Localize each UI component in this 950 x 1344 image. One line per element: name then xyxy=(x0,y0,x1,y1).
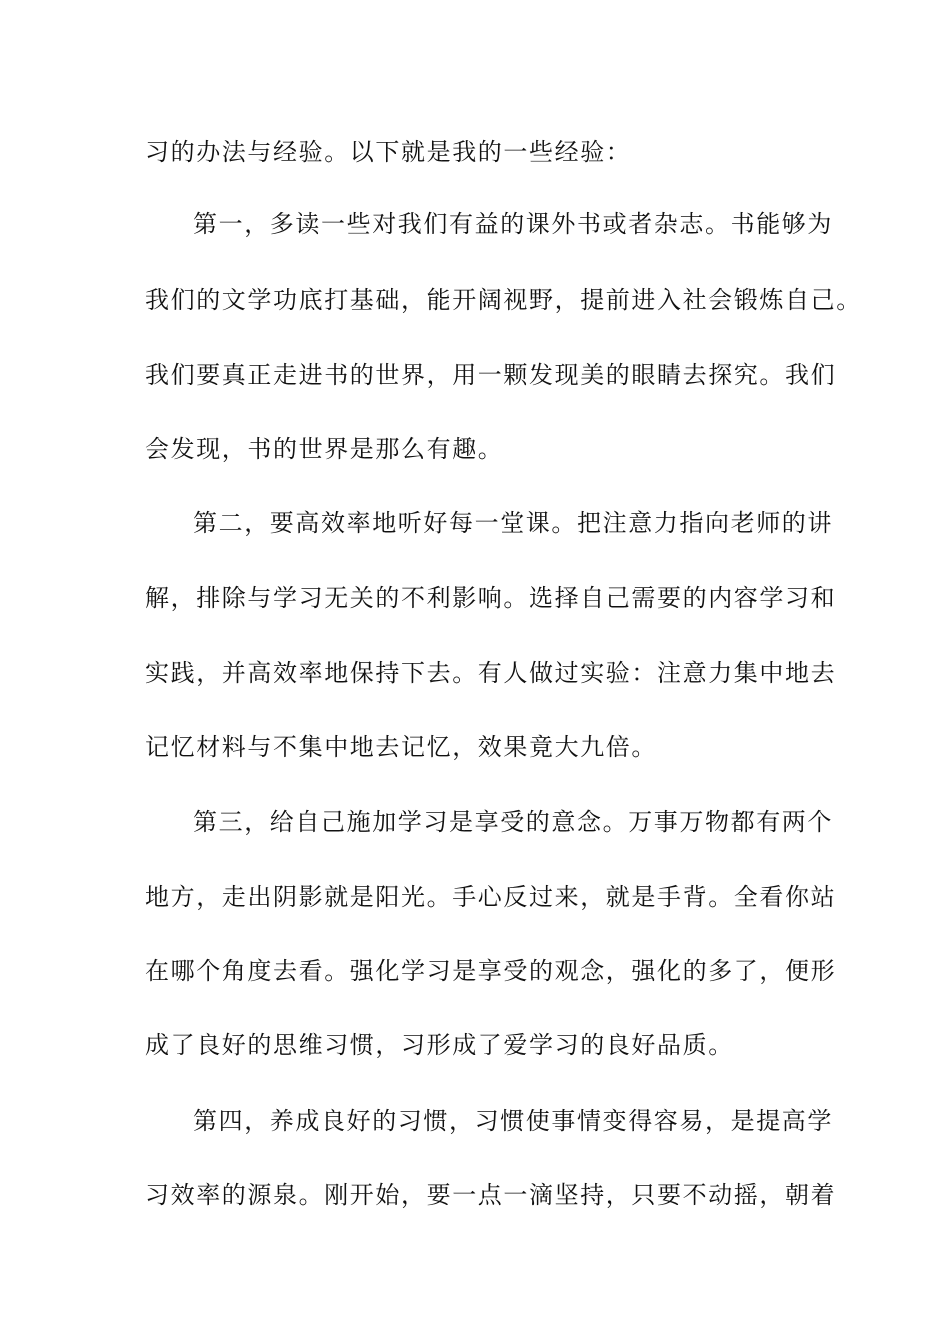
paragraph-1-line-1: 第一，多读一些对我们有益的课外书或者杂志。书能够为 xyxy=(193,210,833,238)
paragraph-1-line-4: 会发现，书的世界是那么有趣。 xyxy=(145,435,504,463)
paragraph-3-line-2: 地方，走出阴影就是阳光。手心反过来，就是手背。全看你站 xyxy=(145,883,837,911)
paragraph-2-line-4: 记忆材料与不集中地去记忆，效果竟大九倍。 xyxy=(145,733,657,761)
paragraph-2-line-2: 解，排除与学习无关的不利影响。选择自己需要的内容学习和 xyxy=(145,584,837,612)
text-line-1: 习的办法与经验。以下就是我的一些经验： xyxy=(145,138,632,166)
paragraph-2-line-1: 第二，要高效率地听好每一堂课。把注意力指向老师的讲 xyxy=(193,509,833,537)
paragraph-1-line-3: 我们要真正走进书的世界，用一颗发现美的眼睛去探究。我们 xyxy=(145,361,837,389)
paragraph-3-line-3: 在哪个角度去看。强化学习是享受的观念，强化的多了，便形 xyxy=(145,957,837,985)
paragraph-2-line-3: 实践，并高效率地保持下去。有人做过实验：注意力集中地去 xyxy=(145,659,837,687)
paragraph-1-line-2: 我们的文学功底打基础，能开阔视野，提前进入社会锻炼自己。 xyxy=(145,286,862,314)
paragraph-4-line-1: 第四，养成良好的习惯，习惯使事情变得容易，是提高学 xyxy=(193,1107,833,1135)
paragraph-4-line-2: 习效率的源泉。刚开始，要一点一滴坚持，只要不动摇，朝着 xyxy=(145,1181,837,1209)
paragraph-3-line-1: 第三，给自己施加学习是享受的意念。万事万物都有两个 xyxy=(193,808,833,836)
paragraph-3-line-4: 成了良好的思维习惯，习形成了爱学习的良好品质。 xyxy=(145,1031,734,1059)
